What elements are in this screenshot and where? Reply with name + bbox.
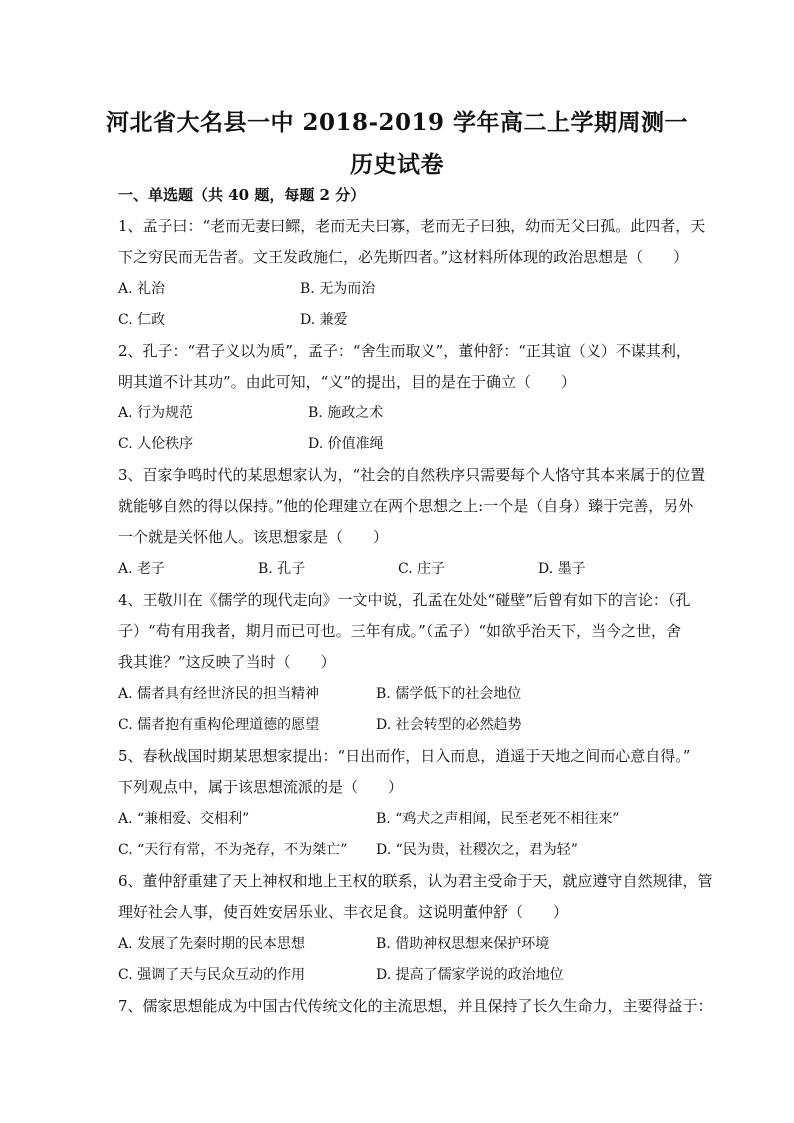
question-4-line-3: 我其谁？”这反映了当时（ ） (118, 653, 336, 671)
question-2-option-d: D. 价值准绳 (308, 436, 384, 452)
question-5-line-2: 下列观点中，属于该思想流派的是（ ） (118, 778, 404, 796)
question-5-option-c: C. “天行有常，不为尧存，不为桀亡” (118, 842, 348, 858)
question-2-line-1: 2、孔子：“君子义以为质”，孟子：“舍生而取义”，董仲舒：“正其谊（义）不谋其利， (118, 342, 691, 360)
question-5-option-d: D. “民为贵，社稷次之，君为轻” (376, 842, 578, 858)
question-4-option-a: A. 儒者具有经世济民的担当精神 (118, 686, 320, 702)
section-heading: 一、单选题（共 40 题，每题 2 分） (118, 186, 366, 204)
question-3-line-3: 一个就是关怀他人。该思想家是（ ） (118, 528, 389, 546)
question-3-option-c: C. 庄子 (398, 561, 446, 577)
question-1-line-1: 1、孟子曰：“老而无妻曰鳏，老而无夫曰寡，老而无子曰独，幼而无父曰孤。此四者，天 (118, 217, 706, 235)
question-6-option-c: C. 强调了天与民众互动的作用 (118, 967, 306, 983)
question-1-option-d: D. 兼爱 (300, 312, 348, 328)
question-1-option-b: B. 无为而治 (300, 281, 376, 297)
question-3-option-d: D. 墨子 (538, 561, 586, 577)
question-6-line-1: 6、董仲舒重建了天上神权和地上王权的联系，认为君主受命于天，就应遵守自然规律，管 (118, 872, 713, 890)
question-3-option-a: A. 老子 (118, 561, 166, 577)
exam-subject: 历史试卷 (350, 151, 444, 178)
question-7-line-1: 7、儒家思想能成为中国古代传统文化的主流思想，并且保持了长久生命力，主要得益于： (118, 997, 713, 1015)
question-6-option-b: B. 借助神权思想来保护环境 (376, 936, 550, 952)
question-3-option-b: B. 孔子 (258, 561, 306, 577)
question-6-line-2: 理好社会人事，使百姓安居乐业、丰衣足食。这说明董仲舒（ ） (118, 903, 569, 921)
question-1-option-c: C. 仁政 (118, 312, 166, 328)
question-4-line-2: 子）“苟有用我者，期月而已可也。三年有成。”（孟子）“如欲乎治天下，当今之世，舍 (118, 622, 682, 640)
question-4-option-b: B. 儒学低下的社会地位 (376, 686, 522, 702)
question-5-option-a: A. “兼相爱、交相利” (118, 811, 250, 827)
question-3-line-1: 3、百家争鸣时代的某思想家认为，“社会的自然秩序只需要每个人恪守其本来属于的位置 (118, 466, 706, 484)
question-2-option-b: B. 施政之术 (308, 405, 384, 421)
question-1-line-2: 下之穷民而无告者。文王发政施仁，必先斯四者。”这材料所体现的政治思想是（ ） (118, 248, 689, 266)
question-2-option-c: C. 人伦秩序 (118, 436, 194, 452)
question-1-option-a: A. 礼治 (118, 281, 166, 297)
question-5-line-1: 5、春秋战国时期某思想家提出：“日出而作，日入而息，逍遥于天地之间而心意自得。” (118, 747, 691, 765)
question-6-option-a: A. 发展了先秦时期的民本思想 (118, 936, 306, 952)
question-6-option-d: D. 提高了儒家学说的政治地位 (376, 967, 564, 983)
question-5-option-b: B. “鸡犬之声相闻，民至老死不相往来” (376, 811, 620, 827)
question-2-line-2: 明其道不计其功”。由此可知，“义”的提出，目的是在于确立（ ） (118, 373, 577, 391)
question-4-option-d: D. 社会转型的必然趋势 (376, 717, 522, 733)
question-4-option-c: C. 儒者抱有重构伦理道德的愿望 (118, 717, 320, 733)
question-3-line-2: 就能够自然的得以保持。”他的伦理建立在两个思想之上:一个是（自身）臻于完善，另外 (118, 497, 694, 515)
question-4-line-1: 4、王敬川在《儒学的现代走向》一文中说，孔孟在处处“碰壁”后曾有如下的言论：（孔 (118, 591, 691, 609)
question-2-option-a: A. 行为规范 (118, 405, 194, 421)
exam-title: 河北省大名县一中 2018-2019 学年高二上学期周测一 (105, 109, 689, 136)
